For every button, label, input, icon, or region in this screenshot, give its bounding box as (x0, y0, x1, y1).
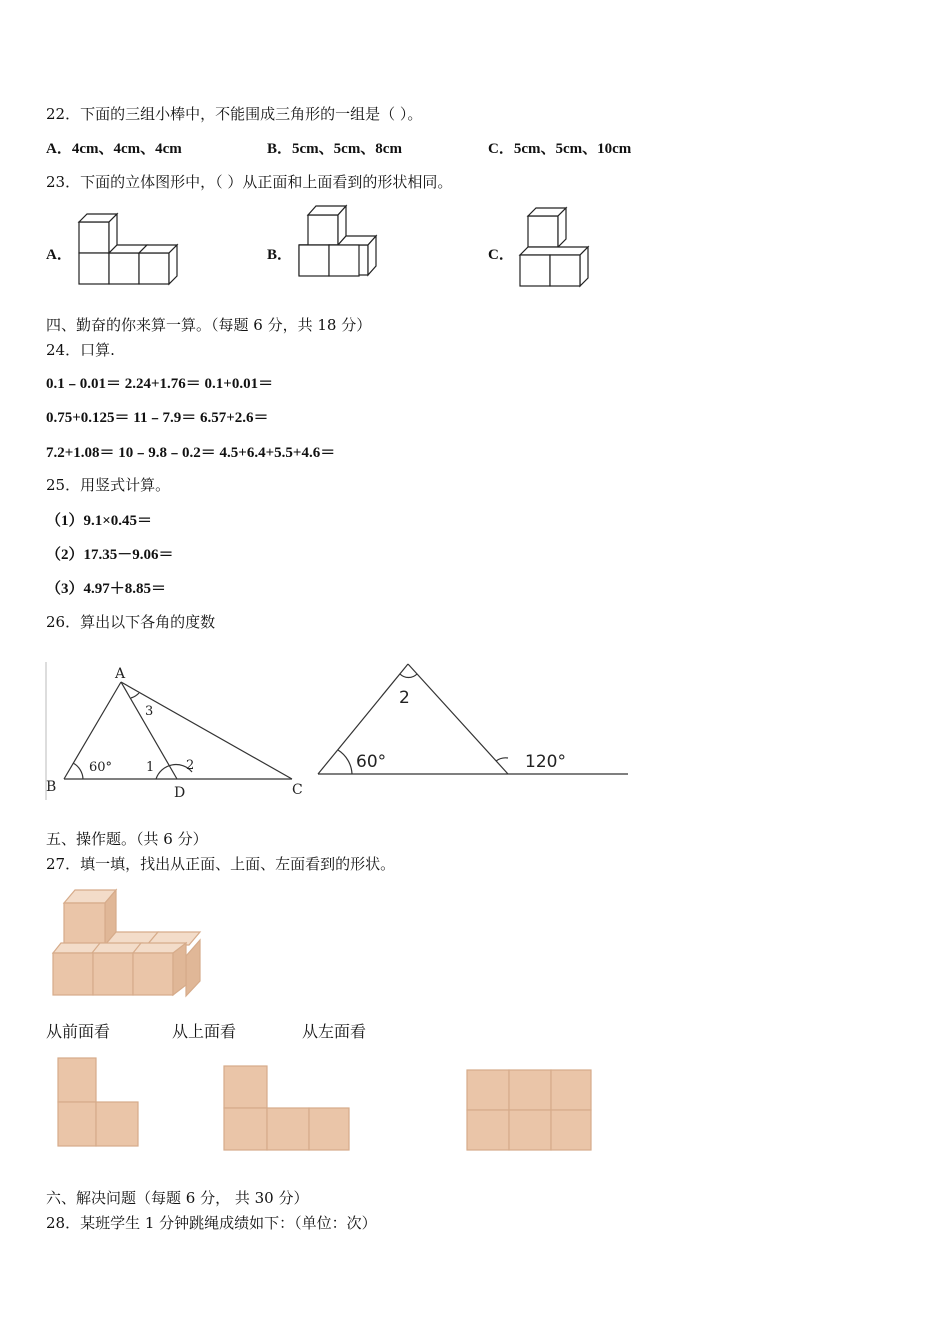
q27-stem: 27．填一填，找出从正面、上面、左面看到的形状。 (46, 855, 396, 873)
q26-triangle-exterior (312, 650, 632, 782)
q23-label-a: A． (46, 247, 72, 263)
view-label-top: 从上面看 (172, 1022, 237, 1041)
label-a: A (115, 666, 126, 682)
q23-cubes-c (516, 206, 598, 292)
q24-row-3: 7.2+1.08＝ 10﹣9.8﹣0.2＝ 4.5+6.4+5.5+4.6＝ (46, 445, 336, 461)
view-label-left: 从左面看 (302, 1022, 367, 1041)
q23-cubes-a (76, 210, 186, 288)
q25-item-3: （3）4.97＋8.85＝ (46, 581, 167, 597)
angle-1-label: 1 (146, 760, 155, 775)
angle-3-label: 3 (145, 704, 154, 719)
q22-stem: 22．下面的三组小棒中，不能围成三角形的一组是（ ）。 (46, 105, 423, 123)
label-b: B (46, 779, 57, 795)
q27-cube-stack (48, 886, 206, 998)
q25-stem: 25．用竖式计算。 (46, 476, 171, 494)
angle-60-label: 60° (356, 752, 387, 772)
angle-120-label: 120° (525, 752, 566, 772)
q23-cubes-b (296, 203, 386, 287)
left-view-shape (465, 1068, 595, 1152)
q26-triangle-abc (44, 660, 308, 802)
q22-option-b: B．5cm、5cm、8cm (267, 141, 402, 157)
q25-item-2: （2）17.35－9.06＝ (46, 547, 174, 563)
section-6-heading: 六、解决问题（每题 6 分， 共 30 分） (46, 1189, 309, 1207)
label-d: D (174, 785, 186, 801)
top-view-shape (222, 1064, 352, 1152)
label-c: C (292, 782, 303, 798)
q24-row-1: 0.1﹣0.01＝ 2.24+1.76＝ 0.1+0.01＝ (46, 376, 274, 392)
front-view-shape (56, 1056, 142, 1150)
q22-option-a: A．4cm、4cm、4cm (46, 141, 182, 157)
q26-stem: 26．算出以下各角的度数 (46, 613, 216, 631)
q24-row-2: 0.75+0.125＝ 11﹣7.9＝ 6.57+2.6＝ (46, 410, 269, 426)
angle-2-label: 2 (186, 758, 195, 773)
section-5-heading: 五、操作题。（共 6 分） (46, 830, 208, 848)
q23-label-b: B． (267, 247, 293, 263)
q23-label-c: C． (488, 247, 514, 263)
q23-stem: 23．下面的立体图形中，（ ）从正面和上面看到的形状相同。 (46, 173, 453, 191)
q25-item-1: （1）9.1×0.45＝ (46, 513, 153, 529)
section-4-heading: 四、勤奋的你来算一算。（每题 6 分，共 18 分） (46, 316, 372, 334)
view-label-front: 从前面看 (46, 1022, 111, 1041)
q28-stem: 28．某班学生 1 分钟跳绳成绩如下：（单位：次） (46, 1214, 377, 1232)
angle-b-value: 60° (89, 760, 113, 775)
q22-option-c: C．5cm、5cm、10cm (488, 141, 632, 157)
angle-2-label: 2 (399, 688, 410, 708)
q24-stem: 24．口算. (46, 341, 115, 359)
